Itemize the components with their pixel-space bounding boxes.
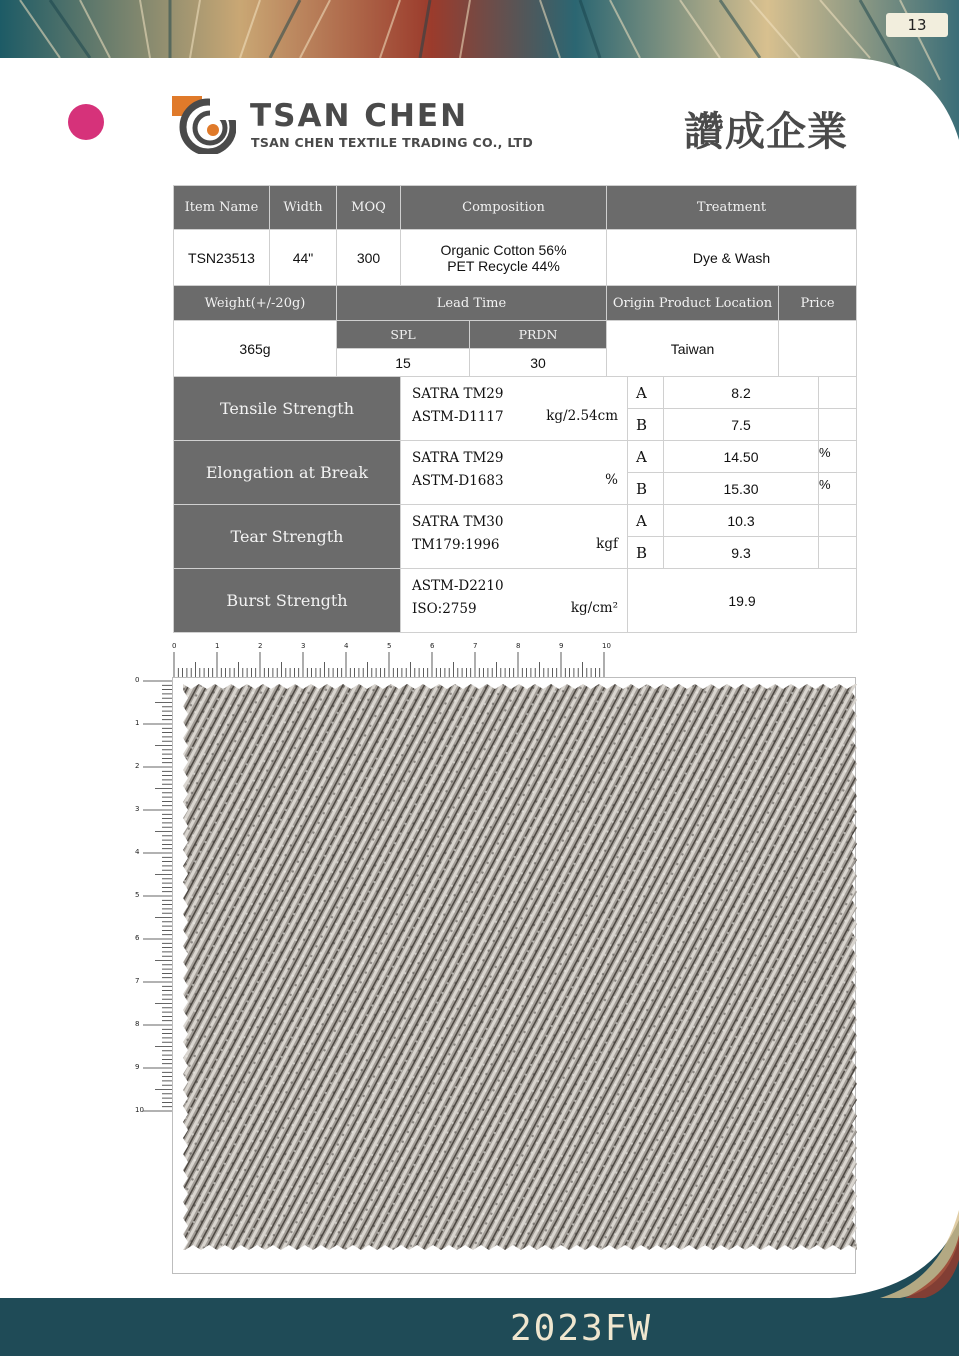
item-name-value: TSN23513 (174, 230, 270, 286)
burst-value: 19.9 (628, 569, 857, 633)
header-width: Width (270, 186, 337, 230)
origin-value: Taiwan (607, 321, 779, 377)
ruler-label: 8 (516, 642, 521, 650)
tsan-chen-logo-icon (172, 96, 236, 154)
ruler-label: 5 (135, 891, 140, 899)
ruler-label: 10 (135, 1106, 144, 1114)
direction-a-label: A (628, 441, 664, 473)
tear-a-suffix (819, 505, 857, 537)
header-lead-time: Lead Time (337, 286, 607, 321)
test-standard-tensile (401, 377, 628, 441)
ruler-label: 9 (135, 1063, 140, 1071)
weight-value: 365g (174, 321, 337, 377)
product-spec-table (173, 185, 857, 377)
tensile-a-value: 8.2 (664, 377, 819, 409)
header-composition: Composition (401, 186, 607, 230)
ruler-label: 4 (344, 642, 349, 650)
test-name-tensile: Tensile Strength (174, 377, 401, 441)
test-results-table (173, 376, 857, 633)
test-unit: kg/2.54cm (546, 408, 618, 424)
ruler-label: 1 (215, 642, 220, 650)
tensile-a-suffix (819, 377, 857, 409)
composition-value (401, 230, 607, 286)
header-weight: Weight(+/-20g) (174, 286, 337, 321)
standard-line-2: ASTM-D1117 (412, 409, 504, 425)
ruler-label: 10 (602, 642, 611, 650)
treatment-value: Dye & Wash (607, 230, 857, 286)
ruler-label: 3 (301, 642, 306, 650)
spl-value: 15 (337, 349, 470, 377)
ruler-label: 3 (135, 805, 140, 813)
header-prdn: PRDN (470, 321, 607, 349)
ruler-label: 7 (135, 977, 140, 985)
header-price: Price (779, 286, 857, 321)
test-standard-burst (401, 569, 628, 633)
percent-suffix: % (819, 445, 831, 460)
test-name-elongation: Elongation at Break (174, 441, 401, 505)
horizontal-ruler (170, 642, 610, 680)
standard-line-1: SATRA TM29 (412, 450, 504, 466)
page-number: 13 (886, 13, 948, 37)
ruler-label: 9 (559, 642, 564, 650)
ruler-label: 2 (258, 642, 263, 650)
percent-suffix: % (819, 477, 831, 492)
fabric-swatch-image (183, 684, 857, 1250)
moq-value: 300 (337, 230, 401, 286)
ruler-label: 0 (172, 642, 177, 650)
ruler-label: 1 (135, 719, 140, 727)
brand-name: TSAN CHEN (250, 98, 469, 134)
standard-line-1: SATRA TM30 (412, 514, 504, 530)
width-value: 44" (270, 230, 337, 286)
prdn-value: 30 (470, 349, 607, 377)
header-spl: SPL (337, 321, 470, 349)
composition-line-2: PET Recycle 44% (447, 257, 560, 274)
direction-a-label: A (628, 377, 664, 409)
vertical-ruler (130, 675, 175, 1115)
price-value (779, 321, 857, 377)
ruler-label: 0 (135, 676, 140, 684)
tear-b-suffix (819, 537, 857, 569)
standard-line-2: ASTM-D1683 (412, 473, 504, 489)
tensile-b-value: 7.5 (664, 409, 819, 441)
ruler-label: 6 (430, 642, 435, 650)
tear-b-value: 9.3 (664, 537, 819, 569)
direction-b-label: B (628, 473, 664, 505)
tear-a-value: 10.3 (664, 505, 819, 537)
header-origin: Origin Product Location (607, 286, 779, 321)
test-unit: % (605, 472, 618, 488)
direction-a-label: A (628, 505, 664, 537)
ruler-label: 2 (135, 762, 140, 770)
test-standard-elongation (401, 441, 628, 505)
standard-line-1: SATRA TM29 (412, 386, 504, 402)
ruler-label: 6 (135, 934, 140, 942)
accent-dot (68, 104, 104, 140)
standard-line-2: TM179:1996 (412, 537, 500, 553)
test-unit: kgf (596, 536, 618, 552)
direction-b-label: B (628, 537, 664, 569)
test-name-burst: Burst Strength (174, 569, 401, 633)
standard-line-2: ISO:2759 (412, 601, 477, 617)
composition-line-1: Organic Cotton 56% (440, 241, 567, 258)
elongation-a-value: 14.50 (664, 441, 819, 473)
brand-chinese-name: 讚成企業 (684, 109, 848, 155)
test-unit: kg/cm² (570, 600, 618, 616)
test-name-tear: Tear Strength (174, 505, 401, 569)
header-item-name: Item Name (174, 186, 270, 230)
brand-subtitle: TSAN CHEN TEXTILE TRADING CO., LTD (251, 135, 534, 150)
ruler-label: 8 (135, 1020, 140, 1028)
test-standard-tear (401, 505, 628, 569)
season-label: 2023FW (510, 1308, 653, 1349)
decorative-footer-band (0, 1180, 959, 1356)
elongation-b-value: 15.30 (664, 473, 819, 505)
standard-line-1: ASTM-D2210 (412, 578, 504, 594)
header-moq: MOQ (337, 186, 401, 230)
ruler-label: 4 (135, 848, 140, 856)
tensile-b-suffix (819, 409, 857, 441)
direction-b-label: B (628, 409, 664, 441)
ruler-label: 7 (473, 642, 478, 650)
ruler-label: 5 (387, 642, 392, 650)
header-treatment: Treatment (607, 186, 857, 230)
